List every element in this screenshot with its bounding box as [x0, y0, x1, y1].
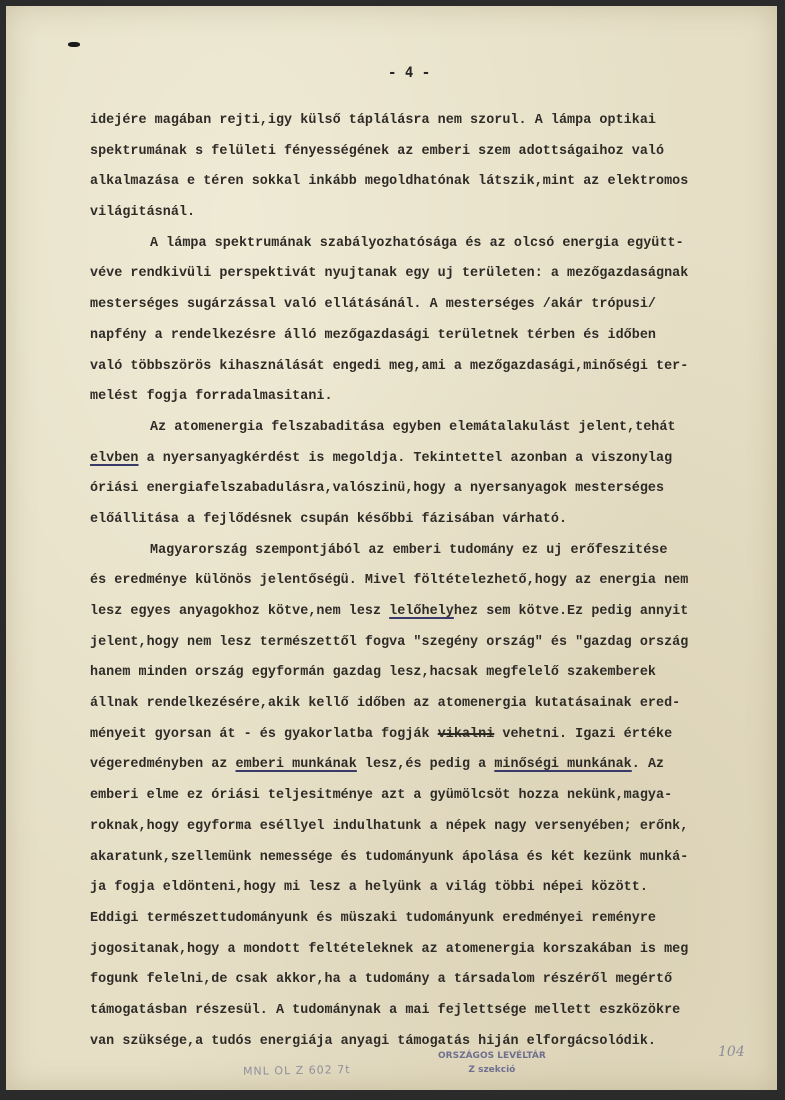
text-line [90, 843, 780, 874]
underlined-text: elvben [90, 450, 139, 466]
text-line [90, 904, 780, 935]
text-segment: ja fogja eldönteni,hogy mi lesz a helyünk a világ többi népei között. [90, 880, 648, 896]
text-line [90, 628, 780, 659]
text-segment: alkalmazása e téren sokkal inkább megoldhatónak látszik,mint az elektromos [90, 174, 689, 190]
text-segment: A lámpa spektrumának szabályozhatósága és az olcsó energia együtt- [150, 235, 684, 251]
text-segment: előállitása a fejlődésnek csupán későbbi fázisában várható. [90, 511, 568, 527]
ink-blot-mark [68, 42, 80, 47]
text-line [90, 444, 780, 475]
text-line [90, 689, 780, 720]
typed-body-text [90, 106, 780, 1057]
stamp-line-section: Z szekció [468, 1065, 516, 1075]
text-segment: ményeit gyorsan át - és gyakorlatba fogják [90, 726, 438, 742]
text-segment: vehetni. Igazi értéke [494, 726, 673, 742]
text-segment: véve rendkivüli perspektivát nyujtanak egy uj területen: a mezőgazdaságnak [90, 266, 689, 282]
text-segment: óriási energiafelszabadulásra,valószinü,hogy a nyersanyagok mesterséges [90, 481, 665, 497]
text-segment: és eredménye különös jelentőségü. Mivel föltételezhető,hogy az energia nem [90, 573, 689, 589]
page-number: - 4 - [388, 65, 431, 81]
text-line [90, 382, 780, 413]
text-line [90, 290, 780, 321]
text-line [90, 198, 780, 229]
text-line [90, 935, 780, 966]
text-segment: a nyersanyagkérdést is megoldja. Tekintettel azonban a viszonylag [138, 450, 673, 466]
archive-stamp [438, 1049, 546, 1077]
text-line [90, 750, 780, 781]
folio-number: 104 [718, 1044, 745, 1060]
text-segment: napfény a rendelkezésre álló mezőgazdasági területnek térben és időben [90, 327, 656, 343]
text-line [90, 996, 780, 1027]
text-line [90, 965, 780, 996]
text-line [90, 536, 780, 567]
text-segment: melést fogja forradalmasitani. [90, 389, 333, 405]
text-line [90, 413, 780, 444]
text-segment: való többszörös kihasználását engedi meg,ami a mezőgazdasági,minőségi ter- [90, 358, 689, 374]
stamp-line-archive: ORSZÁGOS LEVÉLTÁR [438, 1051, 546, 1061]
text-line [90, 259, 780, 290]
text-segment: mesterséges sugárzással való ellátásánál. A mesterséges /akár trópusi/ [90, 297, 656, 313]
text-segment: lesz,és pedig a [356, 757, 495, 773]
text-line [90, 474, 780, 505]
text-segment: lesz egyes anyagokhoz kötve,nem lesz [90, 604, 390, 619]
text-segment: fogunk felelni,de csak akkor,ha a tudomány a társadalom részéről megértő [90, 972, 673, 988]
text-line [90, 720, 780, 751]
archive-reference-note: MNL OL Z 602 7t [242, 1063, 351, 1078]
struck-text: vikalni [437, 726, 495, 742]
text-line [90, 566, 780, 597]
underlined-text: minőségi munkának [494, 757, 632, 773]
text-segment: végeredményben az [90, 757, 236, 773]
text-line [90, 597, 780, 628]
text-segment: Eddigi természettudományunk és müszaki tudományunk eredményei reményre [90, 910, 656, 926]
text-segment: állnak rendelkezésére,akik kellő időben az atomenergia kutatásainak ered- [90, 696, 681, 712]
text-line [90, 321, 780, 352]
text-segment: akaratunk,szellemünk nemessége és tudományunk ápolása és két kezünk munká- [90, 849, 689, 865]
text-line [90, 658, 780, 689]
text-line [90, 352, 780, 383]
text-line [90, 812, 780, 843]
text-segment: spektrumának s felületi fényességének az emberi szem adottságaihoz való [90, 143, 665, 159]
text-segment: . Az [631, 757, 665, 773]
text-line [90, 137, 780, 168]
text-line [90, 229, 780, 260]
underlined-text: lelőhely [389, 604, 454, 619]
text-line [90, 106, 780, 137]
text-segment: hez sem kötve.Ez pedig annyit [453, 604, 689, 619]
text-segment: roknak,hogy egyforma eséllyel indulhatunk a népek nagy versenyében; erőnk, [90, 818, 689, 834]
text-line [90, 1027, 780, 1058]
text-segment: támogatásban részesül. A tudománynak a mai fejlettsége mellett eszközökre [90, 1002, 681, 1018]
text-segment: hanem minden ország egyformán gazdag lesz,hacsak megfelelő szakemberek [90, 665, 656, 681]
text-segment: Az atomenergia felszabaditása egyben elemátalakulást jelent,tehát [150, 419, 676, 435]
text-segment: jelent,hogy nem lesz természettől fogva "szegény ország" és "gazdag ország [90, 634, 689, 650]
text-line [90, 505, 780, 536]
text-line [90, 873, 780, 904]
text-segment: emberi elme ez óriási teljesitménye azt a gyümölcsöt hozza nekünk,magya- [90, 788, 673, 804]
text-segment: Magyarország szempontjából az emberi tudomány ez uj erőfeszitése [150, 542, 668, 558]
text-segment: jogositanak,hogy a mondott feltételeknek az atomenergia korszakában is meg [90, 941, 689, 957]
text-segment: van szüksége,a tudós energiája anyagi támogatás hiján elforgácsolódik. [90, 1033, 656, 1049]
document-page [6, 6, 777, 1090]
underlined-text: emberi munkának [235, 757, 357, 773]
text-segment: idejére magában rejti,igy külső táplálásra nem szorul. A lámpa optikai [90, 113, 656, 128]
text-line [90, 167, 780, 198]
text-segment: világitásnál. [90, 205, 196, 221]
text-line [90, 781, 780, 812]
